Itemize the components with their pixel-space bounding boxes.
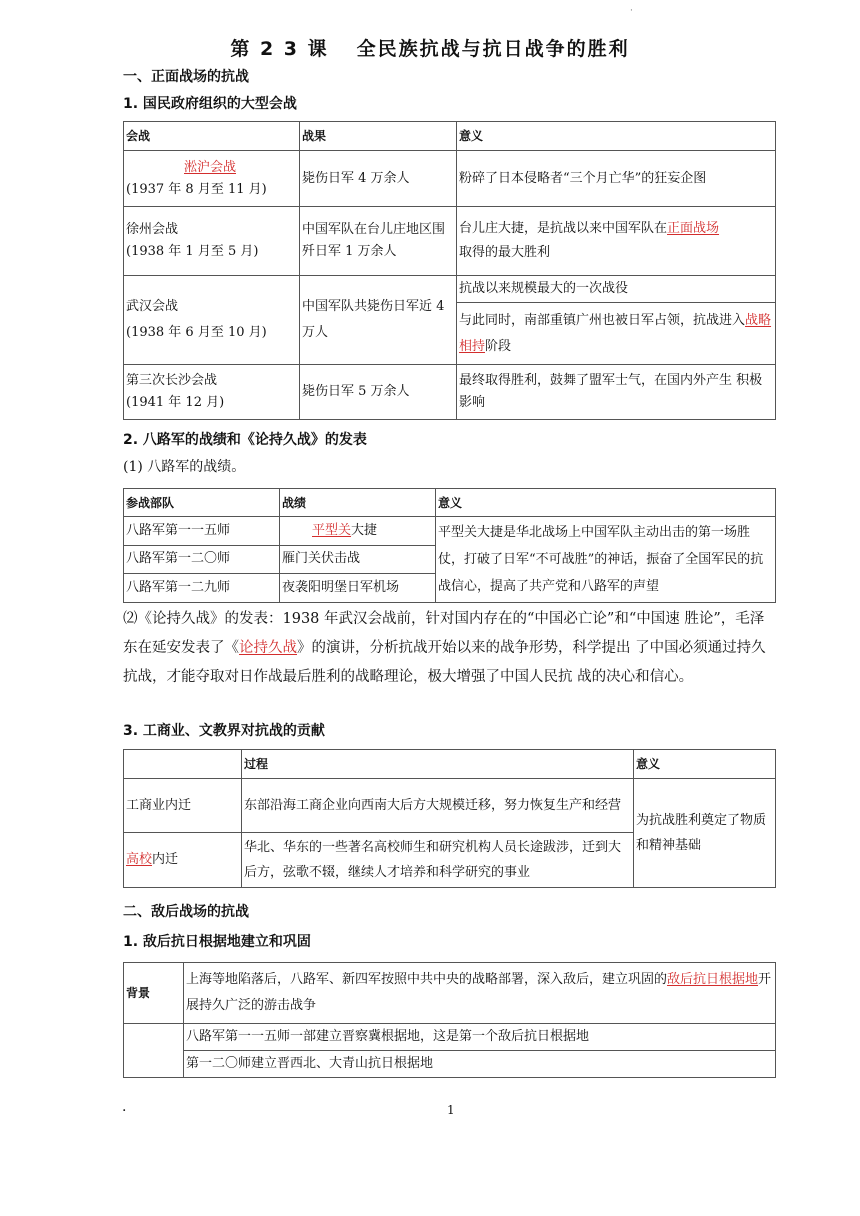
table-cell: 上海等地陷落后，八路军、新四军按照中共中央的战略部署，深入敌后，建立巩固的敌后抗日根据地开展持久广泛的游击战争 <box>184 963 776 1024</box>
header-blank <box>124 750 242 779</box>
highlight-term: 正面战场 <box>667 221 720 236</box>
header-meaning: 意义 <box>634 750 776 779</box>
background-label: 背景 <box>124 963 184 1024</box>
footer-dot: · <box>122 1103 127 1119</box>
table-cell: 毙伤日军 5 万余人 <box>300 365 457 420</box>
highlight-term: 平型关 <box>312 522 352 538</box>
highlight-term: 敌后抗日根据地 <box>667 972 759 987</box>
on-protracted-war-paragraph: ⑵《论持久战》的发表：1938 年武汉会战前，针对国内存在的“中国必亡论”和“中国速 胜论”，毛泽东在延安发表了《论持久战》的演讲，分析抗战开始以来的战争形势，科学提出 了中国必须通过持久抗战，才能夺取对日作战最后胜利的战略理论，极大增强了中国人民抗 战的决心和信心。 <box>123 611 766 685</box>
table-cell: 八路军第一二〇师 <box>124 545 280 574</box>
battle-date: (1938 年 6 月至 10 月) <box>126 325 267 340</box>
table-cell: 为抗战胜利奠定了物质和精神基础 <box>634 779 776 888</box>
table-cell: 平型关大捷是华北战场上中国军队主动出击的第一场胜仗，打破了日军“不可战胜”的神话，振奋了全国军民的抗战信心，提高了共产党和八路军的声望 <box>436 517 776 603</box>
eighth-route-army-table <box>123 488 776 603</box>
header-battle: 会战 <box>124 122 300 151</box>
subheading-1-2-1: (1) 八路军的战绩。 <box>123 459 246 475</box>
table-cell <box>124 151 300 207</box>
table-cell: 八路军第一一五师 <box>124 517 280 546</box>
table-cell: 中国军队共毙伤日军近 4 万人 <box>300 276 457 365</box>
highlight-term: 战略相持 <box>459 312 772 354</box>
base-areas-table <box>123 962 776 1078</box>
table-cell <box>124 1024 184 1078</box>
page-number: 1 <box>447 1103 455 1117</box>
table-cell: 中国军队在台儿庄地区围歼日军 1 万余人 <box>300 207 457 276</box>
page-title <box>0 34 860 61</box>
highlight-term: 高校 <box>126 852 153 867</box>
table-cell <box>124 207 300 276</box>
table-cell <box>124 365 300 420</box>
section-heading-1: 一、正面战场的抗战 <box>123 69 249 85</box>
table-cell: 第一二〇师建立晋西北、大青山抗日根据地 <box>184 1051 776 1078</box>
subheading-1-3: 3. 工商业、文教界对抗战的贡献 <box>123 723 325 739</box>
battles-table <box>123 121 776 420</box>
section-heading-2: 二、敌后战场的抗战 <box>123 904 249 920</box>
header-result: 战果 <box>300 122 457 151</box>
subheading-2-1: 1. 敌后抗日根据地建立和巩固 <box>123 934 311 950</box>
battle-name: 淞沪会战 <box>184 159 237 175</box>
header-process: 过程 <box>242 750 634 779</box>
table-cell: 平型关大捷 <box>280 517 436 546</box>
header-record: 战绩 <box>280 489 436 517</box>
highlight-term: 论持久战 <box>239 640 297 656</box>
table-cell: 台儿庄大捷，是抗战以来中国军队在正面战场 取得的最大胜利 <box>457 207 776 276</box>
header-meaning: 意义 <box>436 489 776 517</box>
header-meaning: 意义 <box>457 122 776 151</box>
table-cell: 毙伤日军 4 万余人 <box>300 151 457 207</box>
header-unit: 参战部队 <box>124 489 280 517</box>
battle-name: 武汉会战 <box>126 299 179 314</box>
battle-date: (1938 年 1 月至 5 月) <box>126 244 259 259</box>
table-cell: 与此同时，南部重镇广州也被日军占领，抗战进入战略相持阶段 <box>457 303 776 365</box>
table-cell <box>124 276 300 365</box>
table-cell: 抗战以来规模最大的一次战役 <box>457 276 776 303</box>
header-dot: · <box>630 6 633 16</box>
table-cell: 夜袭阳明堡日军机场 <box>280 574 436 603</box>
table-cell: 高校内迁 <box>124 833 242 888</box>
battle-date: (1941 年 12 月) <box>126 395 225 410</box>
table-cell: 雁门关伏击战 <box>280 545 436 574</box>
battle-date: (1937 年 8 月至 11 月) <box>126 181 267 197</box>
lesson-name: 全民族抗战与抗日战争的胜利 <box>356 38 630 60</box>
battle-name: 徐州会战 <box>126 222 179 237</box>
battle-name: 第三次长沙会战 <box>126 373 218 388</box>
lesson-number: 第 2 3 课 <box>230 38 329 60</box>
subheading-1-1: 1. 国民政府组织的大型会战 <box>123 96 297 112</box>
table-cell: 华北、华东的一些著名高校师生和研究机构人员长途跋涉，迁到大后方，弦歌不辍，继续人才培养和科学研究的事业 <box>242 833 634 888</box>
table-cell: 最终取得胜利，鼓舞了盟军士气，在国内外产生 积极影响 <box>457 365 776 420</box>
table-cell: 八路军第一二九师 <box>124 574 280 603</box>
table-cell: 东部沿海工商企业向西南大后方大规模迁移，努力恢复生产和经营 <box>242 779 634 833</box>
contribution-table <box>123 749 776 888</box>
table-cell: 八路军第一一五师一部建立晋察冀根据地，这是第一个敌后抗日根据地 <box>184 1024 776 1051</box>
table-cell: 工商业内迁 <box>124 779 242 833</box>
subheading-1-2: 2. 八路军的战绩和《论持久战》的发表 <box>123 432 367 448</box>
table-cell: 粉碎了日本侵略者“三个月亡华”的狂妄企图 <box>457 151 776 207</box>
